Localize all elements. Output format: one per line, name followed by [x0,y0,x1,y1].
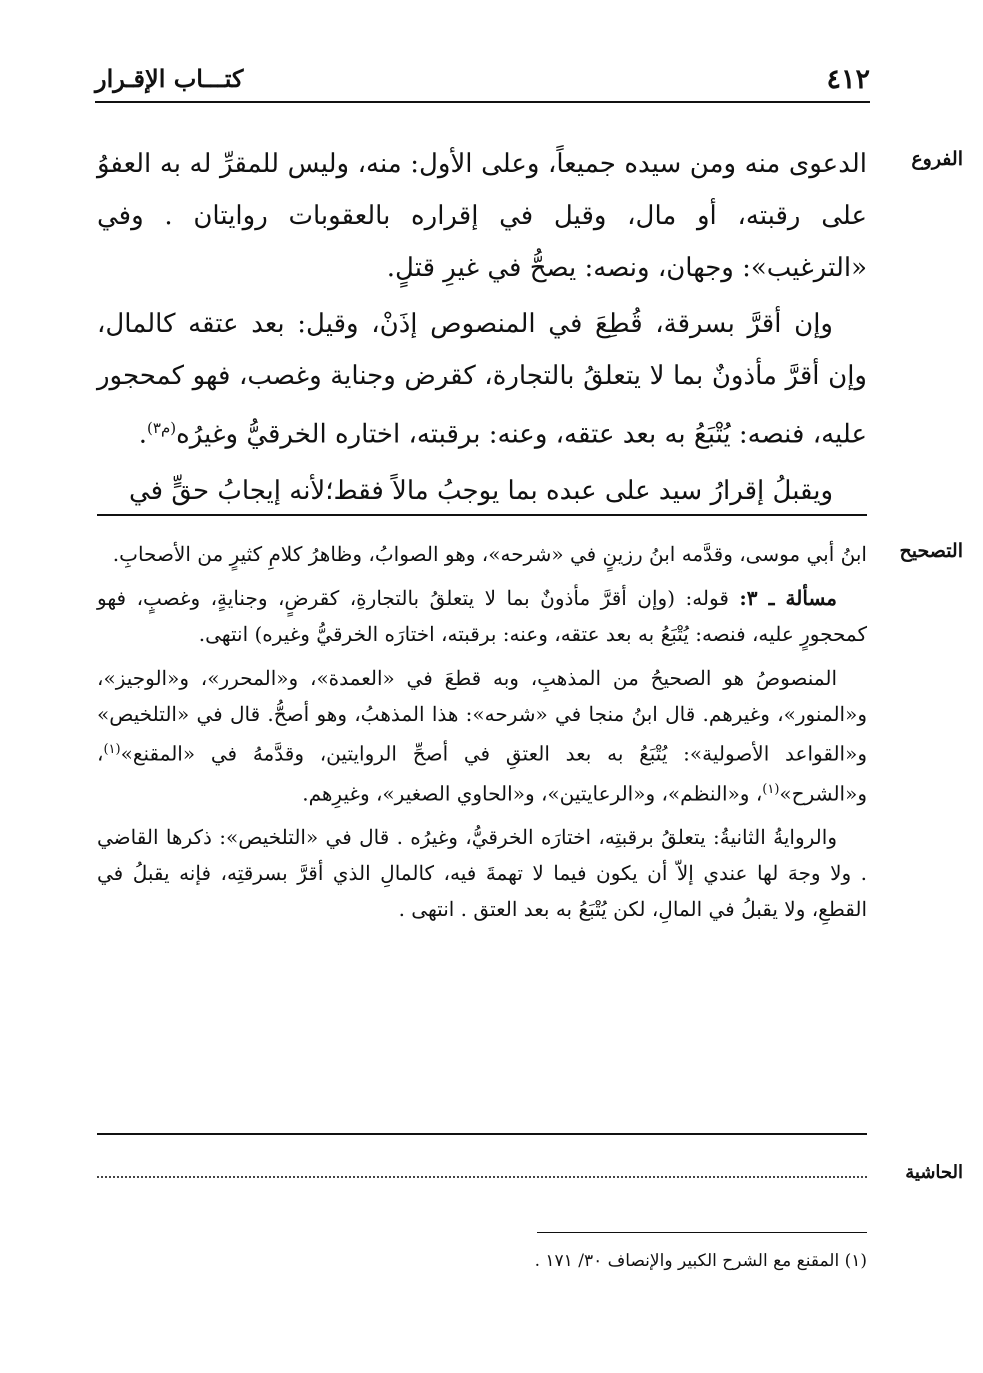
main-text [97,138,867,521]
tashih-paragraph-text: ، و«النظم»، و«الرعايتين»، و«الحاوي الصغير»، وغيرِهم. [302,781,763,806]
section-rule [97,514,867,516]
footnote-marker: (١) [762,781,780,797]
tashih-paragraph-text: قوله: (وإن أقرَّ مأذونٌ بما لا يتعلقُ بالتجارةِ، كقرضٍ، وجنايةٍ، وغصبٍ، فهو كمحجورٍ عليه، فنصه: يُتْبَعُ به بعد عتقه، وعنه: برقبته، اختارَه الخرقيُّ وغيره) انتهى. [97,586,867,646]
tashih-paragraph: والروايةُ الثانيةُ: يتعلقُ برقبتِه، اختارَه الخرقيُّ، وغيرُه . قال في «التلخيص»: ذكرها القاضي . ولا وجهَ لها عندي إلاّ أن يكون فيما لا تهمةَ فيه، كالمالِ الذي أقرَّ بسرقتِه، فإنه يقبلُ في القطعِ، ولا يقبلُ في المالِ، لكن يُتْبَعُ به بعد العتق . انتهى . [97,825,867,922]
hashiya-dotted-line [97,1176,867,1178]
tashih-paragraph-text: المنصوصُ هو الصحيحُ من المذهبِ، وبه قطعَ في «العمدة»، و«المحرر»، و«الوجيز»، و«المنور»، وغيرهم. قال ابنُ منجا في «شرحه»: هذا المذهبُ، وهو أصحُّ. قال في «التلخيص» و«القواعد الأصولية»: يُتْبَعُ به بعد العتقِ في أصحِّ الروايتين، وقدَّمهُ في «المقنع» [97,666,867,766]
book-title: كتـــاب الإقـرار [95,64,244,93]
main-paragraph: الدعوى منه ومن سيده جميعاً، وعلى الأول: منه، وليس للمقرِّ له به العفوُ على رقبته، أو مال، وقيل في إقراره بالعقوبات روايتان . وفي «الترغيب»: وجهان، ونصه: يصحُّ في غيرِ قتلٍ. [97,149,867,283]
tashih-paragraph [97,660,867,811]
tashih-paragraph-text: ، و«الشرح» [97,741,867,806]
footnote-marker: (١) [103,742,121,757]
main-paragraph-text: وإن أقرَّ بسرقة، قُطِعَ في المنصوص إذَنْ، وقيل: بعد عتقه كالمال، وإن أقرَّ مأذونٌ بما لا يتعلقُ بالتجارة، كقرض وجناية وغصب، فهو كمحجور عليه، فنصه: يُتْبَعُ به بعد عتقه، وعنه: برقبته، اختاره الخرقيُّ وغيرُه [97,309,867,450]
main-paragraph: ويقبلُ إقرارُ سيد على عبده بما يوجبُ مالاً فقط؛لأنه إيجابُ حقٍّ في [128,475,833,506]
label-tashih: التصحيح [899,540,963,562]
tashih-paragraph: ابنُ أبي موسى، وقدَّمه ابنُ رزينٍ في «شرحه»، وهو الصوابُ، وظاهرُ كلامِ كثيرٍ من الأصحابِ. [112,542,867,566]
footnote-rule [537,1232,867,1233]
footnote-marker: (م٣) [147,419,177,437]
label-furu: الفروع [911,148,963,170]
header-rule [95,101,870,103]
label-hashiya: الحاشية [905,1162,963,1183]
page-header [95,58,870,102]
main-paragraph [97,298,867,461]
tashih-paragraph [97,580,867,652]
section-rule [97,1133,867,1135]
tashih-text [97,536,867,935]
footnote: (١) المقنع مع الشرح الكبير والإنصاف ٣٠/ ١٧١ . [534,1251,867,1271]
main-paragraph-end: . [138,419,148,450]
issue-heading: مسألة ـ ٣: [739,586,837,610]
page-number: ٤١٢ [826,64,870,95]
